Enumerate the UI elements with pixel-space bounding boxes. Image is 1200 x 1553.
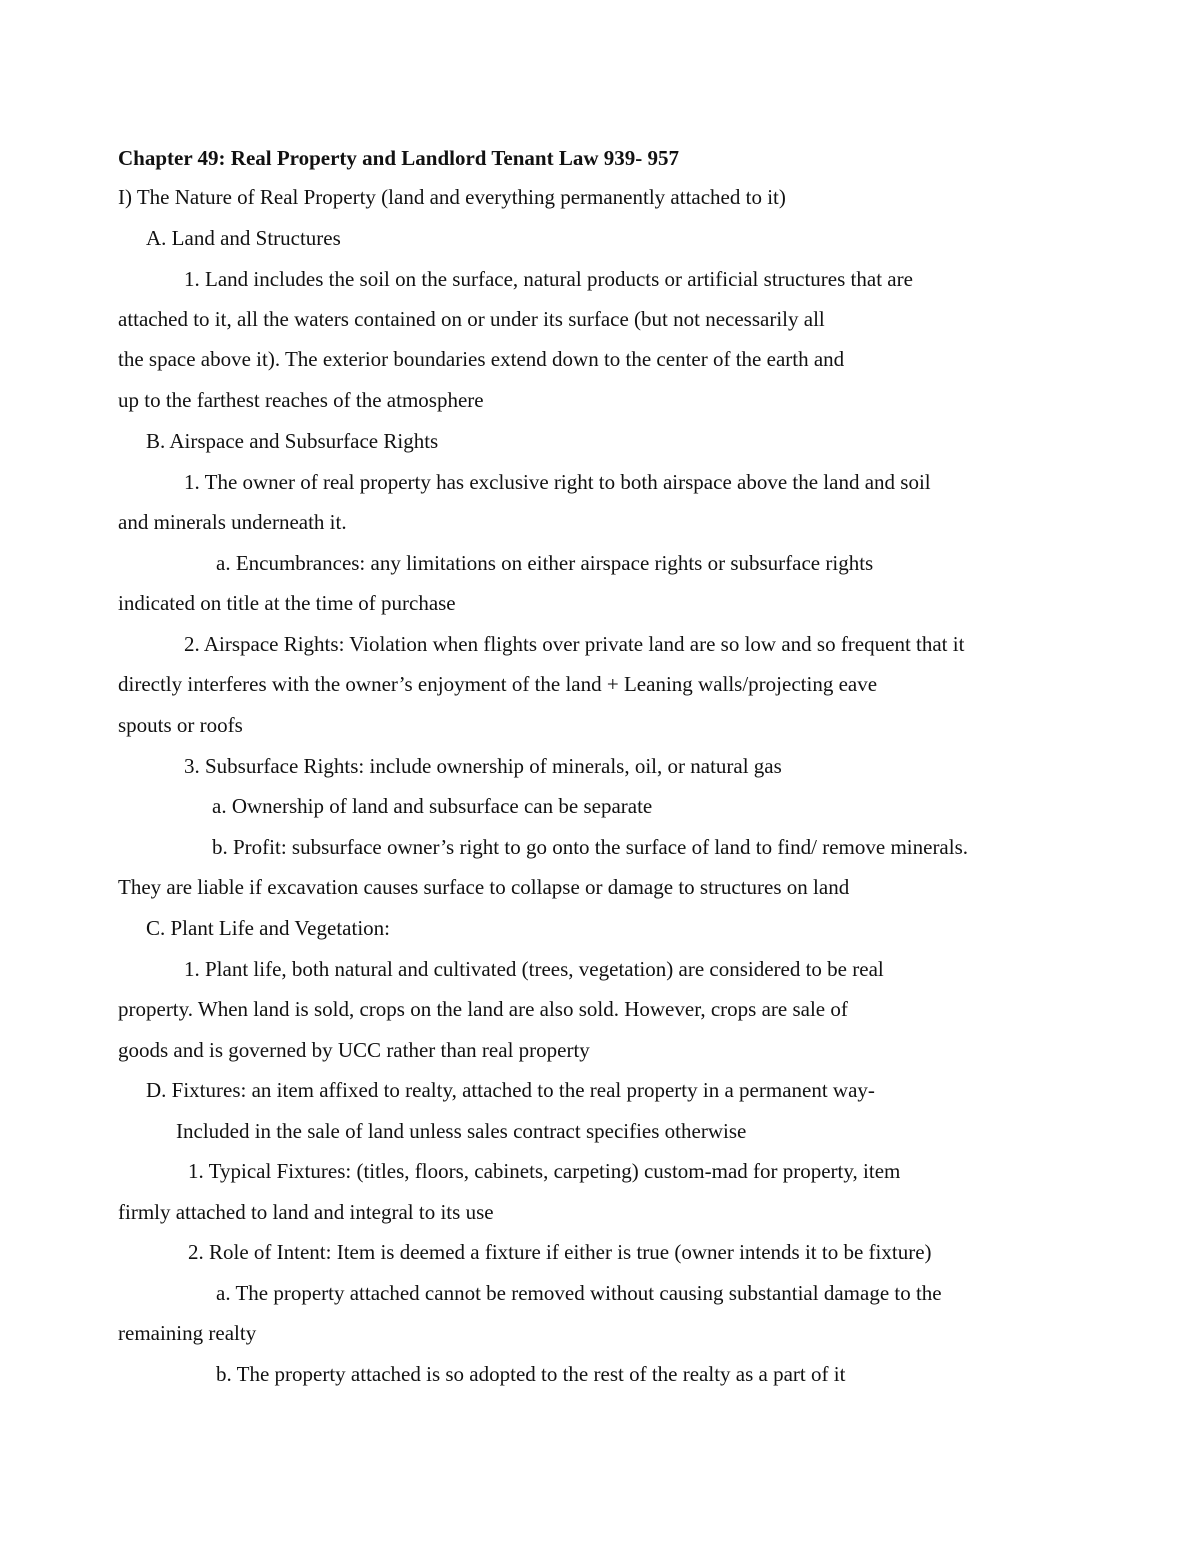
- paragraph-line: firmly attached to land and integral to its use: [118, 1200, 494, 1224]
- paragraph-line: and minerals underneath it.: [118, 510, 347, 534]
- outline-item: 1. Plant life, both natural and cultivated (trees, vegetation) are considered to be real: [184, 957, 884, 981]
- outline-item: 2. Airspace Rights: Violation when flights over private land are so low and so frequent that it: [184, 632, 965, 656]
- paragraph-line: directly interferes with the owner’s enjoyment of the land + Leaning walls/projecting eave: [118, 672, 878, 696]
- outline-subitem: a. Encumbrances: any limitations on either airspace rights or subsurface rights: [216, 551, 874, 575]
- paragraph-line: spouts or roofs: [118, 713, 243, 737]
- paragraph-line: indicated on title at the time of purchase: [118, 591, 456, 615]
- paragraph-line: attached to it, all the waters contained on or under its surface (but not necessarily all: [118, 307, 825, 331]
- section-heading: I) The Nature of Real Property (land and everything permanently attached to it): [118, 185, 786, 209]
- outline-item: 1. Land includes the soil on the surface, natural products or artificial structures that are: [184, 267, 913, 291]
- paragraph-line: property. When land is sold, crops on the land are also sold. However, crops are sale of: [118, 997, 848, 1021]
- paragraph-line: goods and is governed by UCC rather than real property: [118, 1038, 590, 1062]
- outline-item: 2. Role of Intent: Item is deemed a fixture if either is true (owner intends it to be fixture): [188, 1240, 932, 1264]
- outline-item: 1. The owner of real property has exclusive right to both airspace above the land and soil: [184, 470, 931, 494]
- outline-subitem: a. The property attached cannot be removed without causing substantial damage to the: [216, 1281, 942, 1305]
- subsection-heading: A. Land and Structures: [146, 226, 341, 250]
- paragraph-line: They are liable if excavation causes surface to collapse or damage to structures on land: [118, 875, 850, 899]
- subsection-heading: C. Plant Life and Vegetation:: [146, 916, 390, 940]
- subsection-heading: D. Fixtures: an item affixed to realty, attached to the real property in a permanent way-: [146, 1078, 875, 1102]
- outline-subitem: b. Profit: subsurface owner’s right to go onto the surface of land to find/ remove minerals.: [212, 835, 969, 859]
- paragraph-line: Included in the sale of land unless sales contract specifies otherwise: [176, 1119, 747, 1143]
- subsection-heading: B. Airspace and Subsurface Rights: [146, 429, 439, 453]
- outline-subitem: a. Ownership of land and subsurface can be separate: [212, 794, 653, 818]
- paragraph-line: remaining realty: [118, 1321, 257, 1345]
- paragraph-line: the space above it). The exterior boundaries extend down to the center of the earth and: [118, 347, 845, 371]
- outline-item: 3. Subsurface Rights: include ownership of minerals, oil, or natural gas: [184, 754, 782, 778]
- document-title: Chapter 49: Real Property and Landlord Tenant Law 939- 957: [118, 146, 680, 170]
- paragraph-line: up to the farthest reaches of the atmosphere: [118, 388, 484, 412]
- outline-item: 1. Typical Fixtures: (titles, floors, cabinets, carpeting) custom-mad for property, item: [188, 1159, 901, 1183]
- outline-subitem: b. The property attached is so adopted to the rest of the realty as a part of it: [216, 1362, 846, 1386]
